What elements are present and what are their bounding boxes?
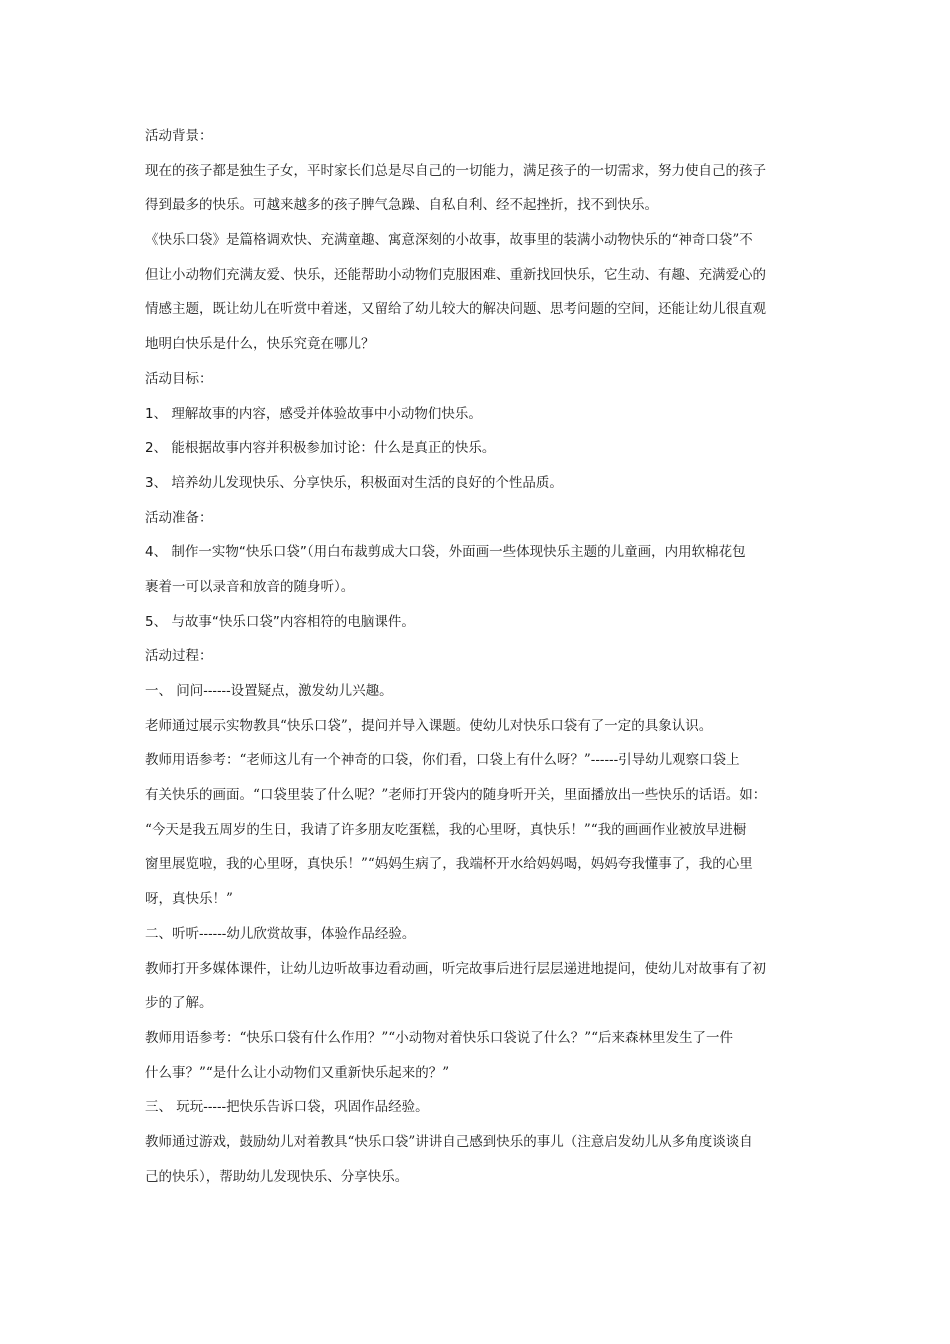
section-heading-background: 活动背景：: [145, 128, 213, 144]
paragraph-line: 己的快乐），帮助幼儿发现快乐、分享快乐。: [145, 1168, 409, 1185]
step-heading-1: 一、 问问------设置疑点，激发幼儿兴趣。: [145, 683, 393, 699]
paragraph-line: 地明白快乐是什么，快乐究竟在哪儿？: [145, 336, 375, 353]
paragraph-line: 教师打开多媒体课件，让幼儿边听故事边看动画，听完故事后进行层层递进地提问，使幼儿对故事有了初: [145, 960, 766, 977]
paragraph-line: 什么事？”“是什么让小动物们又重新快乐起来的？”: [145, 1064, 450, 1081]
step-heading-2: 二、听听------幼儿欣赏故事，体验作品经验。: [145, 925, 416, 942]
paragraph-line: 情感主题，既让幼儿在听赏中着迷，又留给了幼儿较大的解决问题、思考问题的空间，还能让幼儿很直观: [145, 301, 766, 318]
document-body: [145, 125, 810, 1200]
section-heading-goals: 活动目标：: [145, 370, 213, 387]
step-heading-3: 三、 玩玩-----把快乐告诉口袋，巩固作品经验。: [145, 1099, 429, 1116]
list-item-goal-3: 3、 培养幼儿发现快乐、分享快乐，积极面对生活的良好的个性品质。: [145, 474, 563, 491]
paragraph-line: 《快乐口袋》是篇格调欢快、充满童趣、寓意深刻的小故事，故事里的装满小动物快乐的“神奇口袋”不: [145, 232, 753, 249]
paragraph-line: 窗里展览啦，我的心里呀，真快乐！”“妈妈生病了，我端杯开水给妈妈喝，妈妈夸我懂事了，我的心里: [145, 856, 753, 873]
paragraph-line: 教师通过游戏，鼓励幼儿对着教具“快乐口袋”讲讲自己感到快乐的事儿（注意启发幼儿从多角度谈谈自: [145, 1133, 753, 1150]
paragraph-line: 裹着一可以录音和放音的随身听）。: [145, 578, 355, 595]
paragraph-line: 有关快乐的画面。“口袋里装了什么呢？”老师打开袋内的随身听开关，里面播放出一些快乐的话语。如：: [145, 787, 767, 804]
paragraph-line: 步的了解。: [145, 995, 213, 1012]
paragraph-line: 但让小动物们充满友爱、快乐，还能帮助小动物们克服困难、重新找回快乐，它生动、有趣、充满爱心的: [145, 266, 766, 283]
paragraph-line: 教师用语参考：“快乐口袋有什么作用？”“小动物对着快乐口袋说了什么？”“后来森林里发生了一件: [145, 1029, 734, 1046]
list-item-goal-2: 2、 能根据故事内容并积极参加讨论：什么是真正的快乐。: [145, 440, 496, 457]
list-item-goal-1: 1、 理解故事的内容，感受并体验故事中小动物们快乐。: [145, 405, 482, 422]
paragraph-line: “今天是我五周岁的生日，我请了许多朋友吃蛋糕，我的心里呀，真快乐！”“我的画画作业被放早进橱: [145, 821, 747, 838]
list-item-prep-4: 4、 制作一实物“快乐口袋”（用白布裁剪成大口袋，外面画一些体现快乐主题的儿童画，内用软棉花包: [145, 544, 746, 561]
section-heading-process: 活动过程：: [145, 648, 213, 665]
section-heading-preparation: 活动准备：: [145, 509, 213, 526]
paragraph-line: 老师通过展示实物教具“快乐口袋”，提问并导入课题。使幼儿对快乐口袋有了一定的具象认识。: [145, 717, 713, 734]
paragraph-line: 得到最多的快乐。可越来越多的孩子脾气急躁、自私自利、经不起挫折，找不到快乐。: [145, 197, 658, 214]
paragraph-line: 呀，真快乐！”: [145, 891, 233, 908]
paragraph-line: 教师用语参考：“老师这儿有一个神奇的口袋，你们看，口袋上有什么呀？”------引导幼儿观察口袋上: [145, 752, 740, 769]
list-item-prep-5: 5、 与故事“快乐口袋”内容相符的电脑课件。: [145, 613, 415, 630]
paragraph-line: 现在的孩子都是独生子女，平时家长们总是尽自己的一切能力，满足孩子的一切需求，努力使自己的孩子: [145, 162, 766, 179]
